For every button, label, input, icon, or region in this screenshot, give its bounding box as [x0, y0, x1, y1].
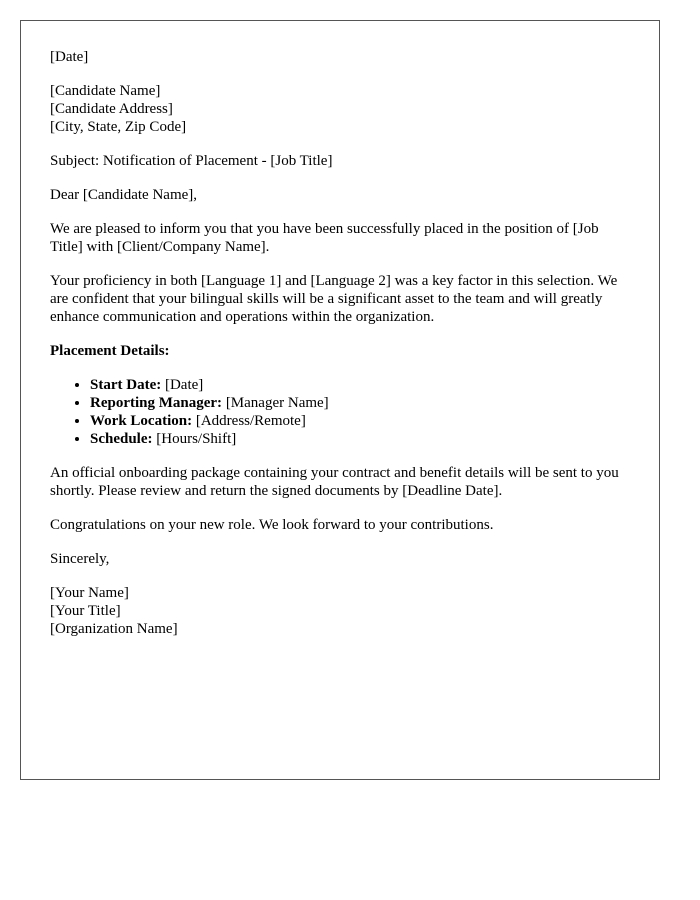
detail-label: Schedule: — [90, 431, 153, 447]
letter-paragraph-2: Your proficiency in both [Language 1] and [Language 2] was a key factor in this selection. We are confident that your bilingual skills will be a significant asset to the team and will greatly enhance communication and operations within the organization. — [50, 273, 618, 325]
letter-paragraph-4: Congratulations on your new role. We look forward to your contributions. — [50, 517, 494, 533]
detail-value: [Address/Remote] — [195, 413, 306, 429]
detail-start-date — [90, 376, 631, 394]
detail-label: Start Date: — [90, 377, 162, 393]
detail-value: [Date] — [164, 377, 204, 393]
letter-paragraph-1: We are pleased to inform you that you have been successfully placed in the position of [Job Title] with [Client/Company Name]. — [50, 221, 599, 255]
placement-details-heading: Placement Details: — [50, 343, 170, 359]
detail-reporting-manager — [90, 394, 631, 412]
detail-schedule — [90, 430, 631, 448]
detail-label: Work Location: — [90, 413, 193, 429]
letter-salutation: Dear [Candidate Name], — [50, 187, 198, 203]
recipient-city-line: [City, State, Zip Code] — [50, 119, 187, 135]
letter-paragraph-3: An official onboarding package containing your contract and benefit details will be sent to you shortly. Please review and return the signed documents by [Deadline Date]. — [50, 465, 619, 499]
signature-organization: [Organization Name] — [50, 621, 178, 637]
signature-title: [Your Title] — [50, 603, 121, 619]
recipient-name: [Candidate Name] — [50, 83, 161, 99]
letter-subject: Subject: Notification of Placement - [Job Title] — [50, 153, 333, 169]
signature-block — [50, 584, 631, 638]
detail-value: [Hours/Shift] — [156, 431, 237, 447]
signature-name: [Your Name] — [50, 585, 129, 601]
recipient-address-block — [50, 82, 631, 136]
letter-page — [20, 20, 660, 780]
recipient-address: [Candidate Address] — [50, 101, 173, 117]
letter-date: [Date] — [50, 49, 89, 65]
detail-value: [Manager Name] — [225, 395, 329, 411]
letter-closing: Sincerely, — [50, 551, 110, 567]
placement-details-list — [50, 376, 631, 448]
detail-label: Reporting Manager: — [90, 395, 223, 411]
detail-work-location — [90, 412, 631, 430]
